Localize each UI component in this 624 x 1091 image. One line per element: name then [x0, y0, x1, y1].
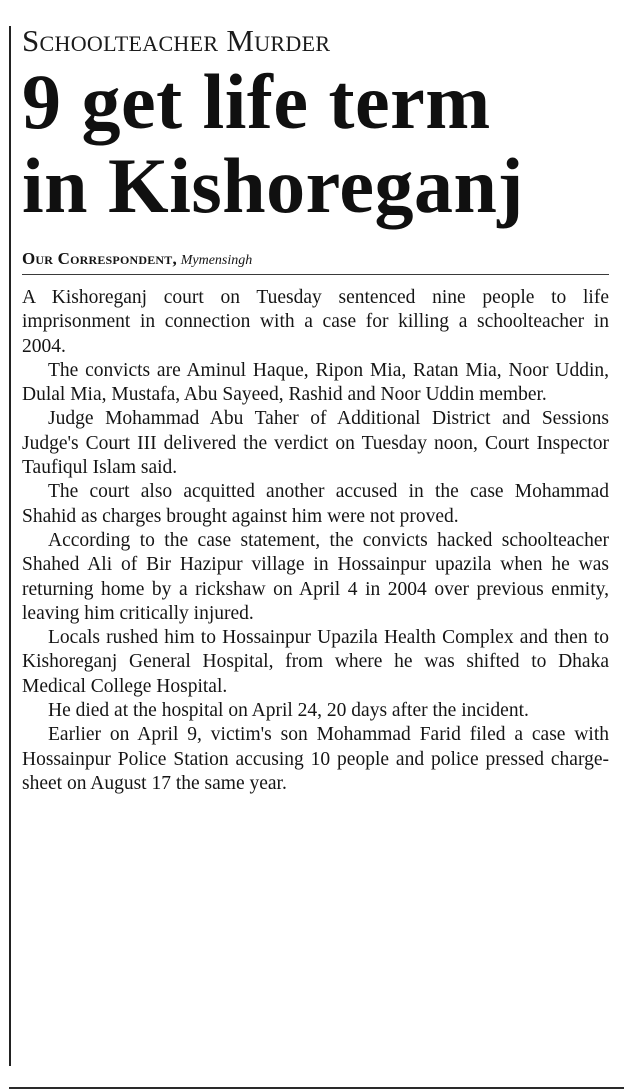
article-paragraph: The convicts are Aminul Haque, Ripon Mia, Ratan Mia, Noor Uddin, Dulal Mia, Mustafa, Abu Sayeed, Rashid and Noor Uddin member. — [22, 359, 609, 406]
byline-place: Mymensingh — [180, 253, 253, 268]
article-paragraph: He died at the hospital on April 24, 20 days after the incident. — [48, 700, 529, 722]
column-rule-bottom — [9, 1087, 624, 1089]
article-paragraph: Judge Mohammad Abu Taher of Additional District and Sessions Judge's Court III delivered the verdict on Tuesday noon, Court Inspector Taufiqul Islam said. — [22, 408, 609, 479]
headline-line-1: 9 get life term — [22, 58, 491, 145]
article-headline — [22, 60, 609, 228]
article-body — [22, 286, 609, 796]
article-paragraph: Earlier on April 9, victim's son Mohammad Farid filed a case with Hossainpur Police Station accusing 10 people and police pressed charge-sheet on August 17 the same year. — [22, 724, 609, 794]
article-paragraph: According to the case statement, the convicts hacked schoolteacher Shahed Ali of Bir Hazipur village in Hossainpur upazila when he was returning home by a rickshaw on April 4 in 2004 over previous enmity, leaving him critically injured. — [22, 529, 609, 624]
headline-line-2: in Kishoreganj — [22, 142, 524, 229]
article-paragraph: The court also acquitted another accused in the case Mohammad Shahid as charges brought against him were not proved. — [22, 481, 609, 527]
news-article — [22, 22, 609, 796]
byline — [22, 248, 609, 275]
article-paragraph: Locals rushed him to Hossainpur Upazila Health Complex and then to Kishoreganj General Hospital, from where he was shifted to Dhaka Medical College Hospital. — [22, 627, 609, 697]
column-rule-left — [9, 26, 11, 1066]
article-kicker: Schoolteacher Murder — [22, 23, 331, 58]
article-paragraph: A Kishoreganj court on Tuesday sentenced nine people to life imprisonment in connection with a case for killing a schoolteacher in 2004. — [22, 287, 609, 357]
byline-name: Our Correspondent, — [22, 249, 177, 268]
